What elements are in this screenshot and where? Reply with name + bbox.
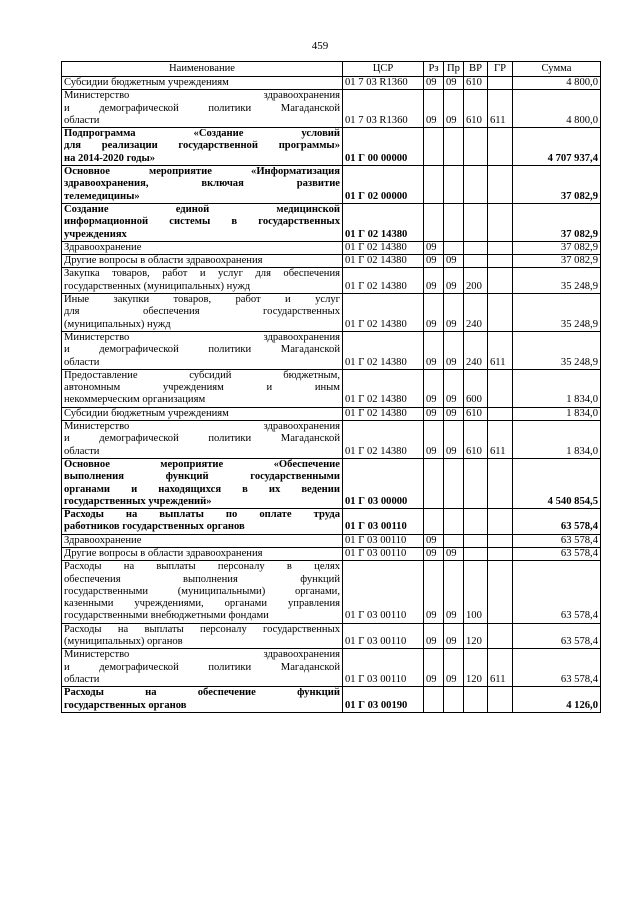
table-row bbox=[62, 369, 601, 407]
row-csr: 01 Г 03 00110 bbox=[343, 534, 424, 547]
row-name bbox=[62, 421, 343, 459]
row-name-line: и демографической политики Магаданской bbox=[64, 661, 340, 673]
row-csr: 01 Г 03 00110 bbox=[343, 561, 424, 623]
table-row bbox=[62, 128, 601, 166]
table-row bbox=[62, 407, 601, 420]
row-pr: 09 bbox=[444, 90, 464, 128]
row-vr: 200 bbox=[464, 268, 488, 294]
row-sum: 1 834,0 bbox=[513, 407, 601, 420]
row-name-line: Основное мероприятие «Обеспечение bbox=[64, 458, 340, 470]
row-name bbox=[62, 203, 343, 241]
row-rz bbox=[424, 509, 444, 535]
row-gr: 611 bbox=[488, 90, 513, 128]
table-row bbox=[62, 509, 601, 535]
row-gr bbox=[488, 369, 513, 407]
table-row bbox=[62, 649, 601, 687]
row-rz: 09 bbox=[424, 534, 444, 547]
row-pr bbox=[444, 509, 464, 535]
row-name-line: Предоставление субсидий бюджетным, bbox=[64, 369, 340, 381]
row-csr: 01 Г 03 00110 bbox=[343, 623, 424, 649]
row-pr bbox=[444, 534, 464, 547]
row-vr: 610 bbox=[464, 421, 488, 459]
row-name-line: Субсидии бюджетным учреждениям bbox=[64, 407, 229, 419]
row-gr bbox=[488, 77, 513, 90]
row-csr: 01 Г 03 00110 bbox=[343, 649, 424, 687]
table-row bbox=[62, 623, 601, 649]
table-row bbox=[62, 547, 601, 560]
header-pr: Пр bbox=[444, 62, 464, 77]
row-name-line: для реализации государственной программы» bbox=[64, 140, 340, 152]
row-name-line: выполнения функций государственными bbox=[64, 471, 340, 483]
row-sum: 63 578,4 bbox=[513, 649, 601, 687]
row-name-line: государственных учреждений» bbox=[64, 495, 212, 507]
row-vr: 610 bbox=[464, 407, 488, 420]
table-body bbox=[62, 77, 601, 713]
row-name bbox=[62, 687, 343, 713]
row-vr: 600 bbox=[464, 369, 488, 407]
row-gr bbox=[488, 561, 513, 623]
row-name-line: области bbox=[64, 114, 100, 126]
row-name-line: обеспечения выполнения функций bbox=[64, 573, 340, 585]
row-name-line: Министерство здравоохранения bbox=[64, 421, 340, 433]
row-name-line: Расходы на обеспечение функций bbox=[64, 687, 340, 699]
row-pr: 09 bbox=[444, 421, 464, 459]
row-vr bbox=[464, 687, 488, 713]
table-row bbox=[62, 331, 601, 369]
table-row bbox=[62, 203, 601, 241]
row-name-line: Основное мероприятие «Информатизация bbox=[64, 166, 340, 178]
header-sum: Сумма bbox=[513, 62, 601, 77]
table-row bbox=[62, 687, 601, 713]
row-rz: 09 bbox=[424, 294, 444, 332]
row-name-line: телемедицины» bbox=[64, 190, 140, 202]
row-csr: 01 Г 00 00000 bbox=[343, 128, 424, 166]
row-vr: 240 bbox=[464, 294, 488, 332]
row-rz: 09 bbox=[424, 77, 444, 90]
row-csr: 01 Г 02 14380 bbox=[343, 407, 424, 420]
table-row bbox=[62, 268, 601, 294]
row-pr: 09 bbox=[444, 331, 464, 369]
row-sum: 35 248,9 bbox=[513, 268, 601, 294]
row-name-line: государственных (муниципальных) нужд bbox=[64, 280, 251, 292]
row-name-line: государственными (муниципальными) органами, bbox=[64, 585, 340, 597]
row-sum: 63 578,4 bbox=[513, 547, 601, 560]
row-gr bbox=[488, 534, 513, 547]
row-rz: 09 bbox=[424, 268, 444, 294]
row-csr: 01 7 03 R1360 bbox=[343, 90, 424, 128]
row-gr: 611 bbox=[488, 421, 513, 459]
row-name bbox=[62, 294, 343, 332]
table-header-row bbox=[62, 62, 601, 77]
row-pr: 09 bbox=[444, 369, 464, 407]
row-name-line: Министерство здравоохранения bbox=[64, 331, 340, 343]
row-rz: 09 bbox=[424, 623, 444, 649]
row-pr: 09 bbox=[444, 77, 464, 90]
row-name-line: (муниципальных) нужд bbox=[64, 318, 171, 330]
row-rz: 09 bbox=[424, 255, 444, 268]
row-rz bbox=[424, 687, 444, 713]
row-vr bbox=[464, 241, 488, 254]
row-name bbox=[62, 561, 343, 623]
row-name-line: и демографической политики Магаданской bbox=[64, 102, 340, 114]
row-name bbox=[62, 268, 343, 294]
row-csr: 01 Г 02 00000 bbox=[343, 166, 424, 204]
row-name bbox=[62, 369, 343, 407]
row-vr bbox=[464, 458, 488, 508]
row-name-line: для обеспечения государственных bbox=[64, 306, 340, 318]
row-gr bbox=[488, 241, 513, 254]
row-vr: 100 bbox=[464, 561, 488, 623]
header-vr: ВР bbox=[464, 62, 488, 77]
row-gr bbox=[488, 509, 513, 535]
row-name-line: Субсидии бюджетным учреждениям bbox=[64, 77, 229, 88]
row-gr bbox=[488, 547, 513, 560]
row-name-line: казенными учреждениями, органами управления bbox=[64, 598, 340, 610]
row-sum: 37 082,9 bbox=[513, 255, 601, 268]
row-rz bbox=[424, 458, 444, 508]
header-gr: ГР bbox=[488, 62, 513, 77]
row-csr: 01 Г 02 14380 bbox=[343, 268, 424, 294]
row-gr bbox=[488, 294, 513, 332]
row-pr bbox=[444, 687, 464, 713]
row-csr: 01 Г 02 14380 bbox=[343, 331, 424, 369]
row-name bbox=[62, 331, 343, 369]
row-name-line: учреждениях bbox=[64, 228, 127, 240]
row-name-line: Другие вопросы в области здравоохранения bbox=[64, 547, 263, 559]
row-rz: 09 bbox=[424, 421, 444, 459]
row-name-line: здравоохранения, включая развитие bbox=[64, 178, 340, 190]
row-name bbox=[62, 649, 343, 687]
row-gr bbox=[488, 458, 513, 508]
row-rz bbox=[424, 203, 444, 241]
row-name-line: Расходы на выплаты персоналу государственных bbox=[64, 623, 340, 635]
row-csr: 01 Г 02 14380 bbox=[343, 421, 424, 459]
row-gr bbox=[488, 128, 513, 166]
row-vr: 610 bbox=[464, 77, 488, 90]
row-name-line: Министерство здравоохранения bbox=[64, 90, 340, 102]
table-row bbox=[62, 90, 601, 128]
table-row bbox=[62, 561, 601, 623]
row-rz bbox=[424, 166, 444, 204]
table-row bbox=[62, 294, 601, 332]
table-row bbox=[62, 255, 601, 268]
row-vr bbox=[464, 509, 488, 535]
row-name-line: Министерство здравоохранения bbox=[64, 649, 340, 661]
row-pr: 09 bbox=[444, 407, 464, 420]
row-csr: 01 Г 03 00110 bbox=[343, 509, 424, 535]
row-rz: 09 bbox=[424, 331, 444, 369]
table-row bbox=[62, 166, 601, 204]
row-rz: 09 bbox=[424, 407, 444, 420]
row-gr bbox=[488, 623, 513, 649]
row-rz: 09 bbox=[424, 241, 444, 254]
row-sum: 1 834,0 bbox=[513, 421, 601, 459]
row-sum: 63 578,4 bbox=[513, 534, 601, 547]
header-rz: Рз bbox=[424, 62, 444, 77]
row-name-line: Создание единой медицинской bbox=[64, 203, 340, 215]
row-gr bbox=[488, 255, 513, 268]
row-name bbox=[62, 255, 343, 268]
row-sum: 63 578,4 bbox=[513, 561, 601, 623]
row-name-line: (муниципальных) органов bbox=[64, 636, 183, 648]
row-pr: 09 bbox=[444, 294, 464, 332]
row-name-line: Подпрограмма «Создание условий bbox=[64, 128, 340, 140]
row-sum: 1 834,0 bbox=[513, 369, 601, 407]
row-name-line: области bbox=[64, 673, 100, 685]
row-vr bbox=[464, 255, 488, 268]
row-name-line: Здравоохранение bbox=[64, 241, 142, 253]
row-vr bbox=[464, 128, 488, 166]
row-csr: 01 Г 02 14380 bbox=[343, 294, 424, 332]
row-name-line: Расходы на выплаты по оплате труда bbox=[64, 509, 340, 521]
row-gr bbox=[488, 687, 513, 713]
row-name-line: Расходы на выплаты персоналу в целях bbox=[64, 561, 340, 573]
row-csr: 01 Г 02 14380 bbox=[343, 255, 424, 268]
row-name bbox=[62, 166, 343, 204]
row-name bbox=[62, 623, 343, 649]
row-pr bbox=[444, 203, 464, 241]
row-name-line: Иные закупки товаров, работ и услуг bbox=[64, 294, 340, 306]
row-name-line: области bbox=[64, 356, 100, 368]
row-pr bbox=[444, 166, 464, 204]
header-name: Наименование bbox=[62, 62, 343, 77]
row-rz: 09 bbox=[424, 369, 444, 407]
table-row bbox=[62, 241, 601, 254]
row-sum: 63 578,4 bbox=[513, 623, 601, 649]
row-sum: 37 082,9 bbox=[513, 241, 601, 254]
row-gr: 611 bbox=[488, 649, 513, 687]
row-vr: 240 bbox=[464, 331, 488, 369]
row-pr: 09 bbox=[444, 547, 464, 560]
table-row bbox=[62, 421, 601, 459]
row-csr: 01 Г 02 14380 bbox=[343, 241, 424, 254]
row-pr bbox=[444, 128, 464, 166]
row-vr: 120 bbox=[464, 649, 488, 687]
row-pr: 09 bbox=[444, 623, 464, 649]
row-name-line: информационной системы в государственных bbox=[64, 216, 340, 228]
row-name-line: на 2014-2020 годы» bbox=[64, 152, 156, 164]
row-name-line: и демографической политики Магаданской bbox=[64, 433, 340, 445]
row-name-line: работников государственных органов bbox=[64, 521, 245, 533]
row-rz: 09 bbox=[424, 561, 444, 623]
row-pr bbox=[444, 458, 464, 508]
row-csr: 01 Г 03 00190 bbox=[343, 687, 424, 713]
table-row bbox=[62, 534, 601, 547]
row-sum: 35 248,9 bbox=[513, 294, 601, 332]
row-csr: 01 Г 03 00000 bbox=[343, 458, 424, 508]
row-vr bbox=[464, 534, 488, 547]
row-name bbox=[62, 77, 343, 90]
row-rz: 09 bbox=[424, 547, 444, 560]
row-name bbox=[62, 547, 343, 560]
row-pr: 09 bbox=[444, 268, 464, 294]
row-vr bbox=[464, 166, 488, 204]
row-rz: 09 bbox=[424, 90, 444, 128]
row-vr bbox=[464, 203, 488, 241]
row-name-line: государственными внебюджетными фондами bbox=[64, 610, 269, 622]
row-name bbox=[62, 128, 343, 166]
row-sum: 4 800,0 bbox=[513, 77, 601, 90]
row-name bbox=[62, 458, 343, 508]
row-csr: 01 Г 03 00110 bbox=[343, 547, 424, 560]
row-gr bbox=[488, 407, 513, 420]
row-gr: 611 bbox=[488, 331, 513, 369]
table-row bbox=[62, 458, 601, 508]
row-vr: 120 bbox=[464, 623, 488, 649]
header-csr: ЦСР bbox=[343, 62, 424, 77]
row-name-line: государственных органов bbox=[64, 699, 187, 711]
row-sum: 63 578,4 bbox=[513, 509, 601, 535]
row-name-line: органами и находящихся в их ведении bbox=[64, 483, 340, 495]
row-pr: 09 bbox=[444, 649, 464, 687]
row-vr: 610 bbox=[464, 90, 488, 128]
row-name-line: Закупка товаров, работ и услуг для обеспечения bbox=[64, 268, 340, 280]
row-csr: 01 7 03 R1360 bbox=[343, 77, 424, 90]
row-sum: 4 800,0 bbox=[513, 90, 601, 128]
row-pr bbox=[444, 241, 464, 254]
page-number: 459 bbox=[311, 40, 329, 52]
row-sum: 4 126,0 bbox=[513, 687, 601, 713]
row-name-line: Здравоохранение bbox=[64, 534, 142, 546]
row-pr: 09 bbox=[444, 255, 464, 268]
row-name bbox=[62, 407, 343, 420]
row-name-line: области bbox=[64, 445, 100, 457]
row-sum: 4 707 937,4 bbox=[513, 128, 601, 166]
row-name-line: некоммерческим организациям bbox=[64, 394, 206, 406]
row-name bbox=[62, 534, 343, 547]
row-sum: 37 082,9 bbox=[513, 203, 601, 241]
row-name bbox=[62, 241, 343, 254]
row-name-line: автономным учреждениям и иным bbox=[64, 382, 340, 394]
row-vr bbox=[464, 547, 488, 560]
row-gr bbox=[488, 166, 513, 204]
row-csr: 01 Г 02 14380 bbox=[343, 369, 424, 407]
row-name bbox=[62, 90, 343, 128]
row-sum: 37 082,9 bbox=[513, 166, 601, 204]
row-name bbox=[62, 509, 343, 535]
row-csr: 01 Г 02 14380 bbox=[343, 203, 424, 241]
table-row bbox=[62, 77, 601, 90]
row-pr: 09 bbox=[444, 561, 464, 623]
row-name-line: Другие вопросы в области здравоохранения bbox=[64, 255, 263, 267]
row-rz: 09 bbox=[424, 649, 444, 687]
row-sum: 4 540 854,5 bbox=[513, 458, 601, 508]
row-gr bbox=[488, 203, 513, 241]
budget-table bbox=[61, 61, 601, 713]
row-rz bbox=[424, 128, 444, 166]
row-name-line: и демографической политики Магаданской bbox=[64, 344, 340, 356]
row-gr bbox=[488, 268, 513, 294]
row-sum: 35 248,9 bbox=[513, 331, 601, 369]
